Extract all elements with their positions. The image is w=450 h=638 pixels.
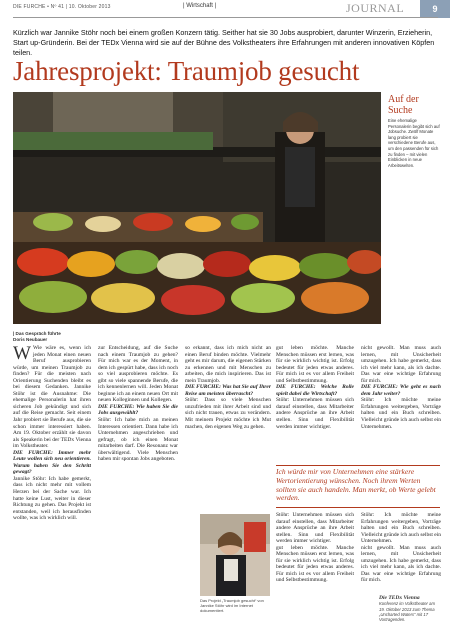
page-header (0, 0, 450, 16)
col1-body: Wie wäre es, wenn ich jeden Monat einen neuen Beruf ausprobieren würde, um meinen Traumjob zu finden? Für die meisten nach Orientierung Suchenden bleibt es bei diesem Gedanken. Jannike Stöhr ist die Ausnahme: Die ehemalige Personalerin hat ihren sicheren Job gekündigt und sich auf die Reise gemacht. Seit einem Jahr probiert sie Berufe aus, die sie schon immer interessiert haben. Am 19. Oktober erzählt sie davon als Speakerin bei der TEDx Vienna im Volkstheater. (13, 345, 91, 450)
portrait-illustration (200, 514, 270, 596)
interview-credit (13, 331, 61, 343)
issue-info: DIE FURCHE • Nº 41 | 10. Oktober 2013 (13, 4, 111, 10)
market-stall-illustration (13, 92, 381, 324)
col1-question: DIE FURCHE: Immer mehr Leute wollen sich neu orientieren. Warum haben Sie den Schritt gewagt? (13, 449, 91, 476)
text-column-1 (13, 345, 91, 625)
col2-question: DIE FURCHE: Wie haben Sie die Jobs ausgewählt? (98, 403, 178, 417)
portrait-photo (200, 514, 270, 596)
pull-quote-rule-top (276, 465, 440, 466)
col5-lower-body: Stöhr: Ich möchte meine Erfahrungen weitergeben, Vorträge halten und ein Buch schreiben. Vielleicht gründe ich auch selbst ein Unternehmen. (361, 512, 441, 545)
col4-lower-body: Stöhr: Unternehmen müssen sich darauf einstellen, dass Mitarbeiter andere Ansprüche an ihre Arbeit stellen. Sinn und Flexibilität werden immer wichtiger. (276, 512, 354, 545)
col4-body: gut leben möchte. Manche Menschen müssen erst lernen, was für sie wirklich wichtig ist. Erfolg bedeutet für jeden etwas anderes. Für mich ist es vor allem Freiheit und Selbstbestimmung. (276, 345, 354, 384)
text-column-5-lower (361, 512, 441, 594)
photo-sidebar-caption (388, 94, 440, 168)
text-column-3 (185, 345, 271, 510)
pull-quote: Ich würde mir von Unternehmen eine stärkere Wertorientierung wünschen. Noch ihrem Werten sollten sie auch handeln. Man merkt, ob Werte gelebt werden. (276, 467, 436, 503)
drop-cap: W (13, 345, 31, 364)
section-label: | Wirtschaft | (183, 3, 217, 9)
text-column-4-lower (276, 512, 354, 632)
article-intro: Kürzlich war Jannike Stöhr noch bei einem großen Konzern tätig. Seither hat sie 30 Jobs ausprobiert, darunter Winzerin, Erzieherin, Start up-Gründerin. Bei der TEDx Vienna wird sie auf der Bühne des Volkstheaters ihre Erfahrungen mit anderen innovativen Köpfen teilen. (13, 28, 435, 57)
col2-answer: Stöhr: Ich habe mich an meinen Interessen orientiert. Dann habe ich Unternehmen angeschrieben und gefragt, ob ich einen Monat mitarbeiten darf. Die Resonanz war überwältigend. Viele Menschen haben mir spontan Jobs angeboten. (98, 417, 178, 463)
journal-label: JOURNAL (346, 1, 405, 15)
col3-answer: Stöhr: Dass so viele Menschen unzufrieden mit ihrer Arbeit sind und sich nicht trauen, etwas zu verändern. Mit meinem Projekt möchte ich Mut machen, den eigenen Weg zu gehen. (185, 397, 271, 430)
hero-photo-market (13, 92, 381, 324)
sidebar-text: Eine ehemalige Personalerin begibt sich auf Jobsuche. Zwölf Monate lang probiert sie verschiedene Berufe aus, um den passenden für sich zu finden – mit vielen Einblicken in neue Arbeitswelten. (388, 118, 440, 168)
col1-answer: Jannike Stöhr: Ich habe gemerkt, dass ich nicht mehr mit vollem Herzen bei der Sache war. Ich hatte keine Lust, weiter in dieser Richtung zu gehen. Das Projekt ist entstanden, weil ich herausfinden wollte, was ich wirklich will. (13, 475, 91, 522)
portrait-caption: Das Projekt „Traumjob gesucht“ von Jannike Stöhr wird im Internet dokumentiert. (200, 598, 264, 613)
col3-body: so erkannt, dass ich mich nicht an einen Beruf binden möchte. Vielmehr geht es mir darum, die eigenen Stärken zu erkennen und mit Menschen zu arbeiten, die mich inspirieren. Das ist mein Traumjob. (185, 345, 271, 384)
col5-body: nicht gewollt. Man muss auch lernen, mit Unsicherheit umzugehen. Ich habe gemerkt, dass ich viel mehr kann, als ich dachte. Das war eine wichtige Erfahrung für mich. (361, 345, 441, 384)
col2-body: zur Entscheidung, auf die Suche nach einem Traumjob zu gehen? Für mich war es der Moment, in dem ich gespürt habe, dass ich noch so viel ausprobieren möchte. Es gibt so viele spannende Berufe, die ich kennenlernen will. Jeden Monat beginne ich an einem neuen Ort mit neuen Kolleginnen und Kollegen. (98, 345, 178, 404)
sidebar-title: Auf der Suche (388, 94, 419, 116)
col5-lower-body-2: nicht gewollt. Man muss auch lernen, mit Unsicherheit umzugehen. Ich habe gemerkt, dass ich viel mehr kann, als ich dachte. Das war eine wichtige Erfahrung für mich. (361, 544, 441, 584)
footer-info-box (379, 596, 441, 622)
col4-lower-body-2: gut leben möchte. Manche Menschen müssen erst lernen, was für sie wirklich wichtig ist. Erfolg bedeutet für jeden etwas anderes. Für mich ist es vor allem Freiheit und Selbstbestimmung. (276, 544, 354, 584)
footer-title: Die TEDx Vienna (379, 595, 420, 601)
col4-question: DIE FURCHE: Welche Rolle spielt dabei die Wirtschaft? (276, 384, 354, 397)
col3-question: DIE FURCHE: Was hat Sie auf Ihrer Reise am meisten überrascht? (185, 384, 271, 397)
col5-question: DIE FURCHE: Wie geht es nach dem Jahr weiter? (361, 384, 441, 397)
col5-answer: Stöhr: Ich möchte meine Erfahrungen weitergeben, Vorträge halten und ein Buch schreiben. Vielleicht gründe ich auch selbst ein Unternehmen. (361, 397, 441, 430)
text-column-2 (98, 345, 178, 625)
page-number: 9 (420, 0, 450, 18)
article-headline: Jahresprojekt: Traumjob gesucht (13, 56, 360, 86)
text-column-5 (361, 345, 441, 463)
text-column-4 (276, 345, 354, 463)
footer-text: Konferenz im Volkstheater am 19. Oktober 2013 zum Thema „Uncharted Waters“ mit 17 Vortragenden. (379, 601, 435, 623)
pull-quote-rule-bottom (276, 507, 440, 508)
credit-line-1: | Das Gespräch führte (13, 331, 61, 336)
header-rule (13, 17, 438, 18)
col4-answer: Stöhr: Unternehmen müssen sich darauf einstellen, dass Mitarbeiter andere Ansprüche an ihre Arbeit stellen. Sinn und Flexibilität werden immer wichtiger. (276, 397, 354, 430)
credit-author: Doris Neubauer (13, 337, 48, 342)
